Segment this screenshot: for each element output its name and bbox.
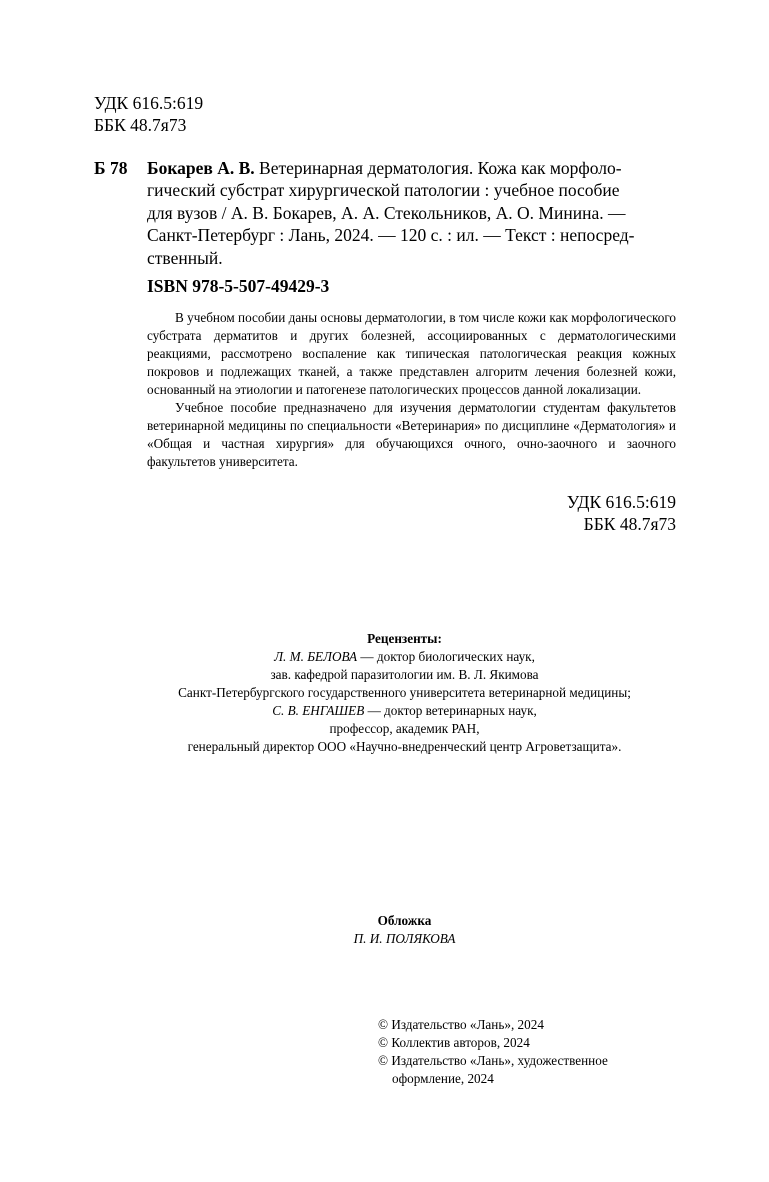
bbk-code: ББК 48.7я73 bbox=[94, 115, 187, 135]
annotation-paragraph: В учебном пособии даны основы дерматологии, в том числе кожи как морфологического субстрата дерматитов и других болезней, ассоциированных с дерматологическими реакциями, рассмотрено воспаление как типическая патологическая реакция кожных покровов и подлежащих тканей, а также представлен алгоритм лечения болезней кожи, основанный на этиологии и патогенезе патологических процессов данной локализации. bbox=[147, 310, 676, 397]
udk-top-block bbox=[94, 92, 203, 136]
copyright-line: © Издательство «Лань», 2024 bbox=[378, 1017, 544, 1032]
bibliographic-description bbox=[147, 157, 676, 269]
card-author: Бокарев А. В. bbox=[147, 158, 255, 178]
annotation-paragraph: Учебное пособие предназначено для изучения дерматологии студентам факультетов ветеринарной медицины по специальности «Ветеринария» по дисциплине «Дерматология» и «Общая и частная хирургия» для обучающихся очного, очно-заочного и заочного факультетов университета. bbox=[147, 400, 676, 469]
card-line: Бокарев А. В. Ветеринарная дерматология. Кожа как морфоло- bbox=[147, 158, 622, 178]
copyright-line: © Коллектив авторов, 2024 bbox=[378, 1035, 530, 1050]
card-line: ственный. bbox=[147, 247, 223, 268]
cover-header: Обложка bbox=[377, 913, 432, 928]
reviewers-header: Рецензенты: bbox=[367, 631, 442, 646]
udk-bottom-block bbox=[567, 491, 676, 535]
bibliographic-card bbox=[94, 157, 676, 269]
card-line: гический субстрат хирургической патологии : учебное пособие bbox=[147, 180, 620, 201]
annotation bbox=[147, 309, 676, 471]
udk-code: УДК 616.5:619 bbox=[566, 492, 676, 512]
reviewer-2-affiliation: генеральный директор ООО «Научно-внедренческий центр Агроветзащита». bbox=[187, 739, 622, 754]
reviewer-1: Л. М. БЕЛОВА — доктор биологических наук, bbox=[274, 649, 535, 664]
cover-credit bbox=[100, 912, 709, 948]
card-line: для вузов / А. В. Бокарев, А. А. Стекольников, А. О. Минина. — bbox=[147, 202, 626, 223]
cover-designer: П. И. ПОЛЯКОВА bbox=[353, 931, 456, 946]
udk-code: УДК 616.5:619 bbox=[94, 93, 204, 113]
copyright-line: оформление, 2024 bbox=[392, 1071, 494, 1086]
isbn: ISBN 978-5-507-49429-3 bbox=[147, 276, 330, 296]
reviewer-1-affiliation: Санкт-Петербургского государственного университета ветеринарной медицины; bbox=[178, 685, 631, 700]
reviewer-name: С. В. ЕНГАШЕВ bbox=[272, 703, 365, 718]
card-line: Санкт-Петербург : Лань, 2024. — 120 с. : ил. — Текст : непосред- bbox=[147, 225, 635, 246]
reviewers-block bbox=[100, 630, 709, 756]
reviewer-2: С. В. ЕНГАШЕВ — доктор ветеринарных наук, bbox=[272, 703, 537, 718]
author-sign: Б 78 bbox=[94, 158, 128, 178]
reviewer-name: Л. М. БЕЛОВА bbox=[274, 649, 358, 664]
reviewer-2-position: профессор, академик РАН, bbox=[329, 721, 480, 736]
bbk-code: ББК 48.7я73 bbox=[583, 514, 676, 534]
copyright-line: © Издательство «Лань», художественное bbox=[378, 1053, 608, 1068]
reviewer-1-position: зав. кафедрой паразитологии им. В. Л. Якимова bbox=[270, 667, 539, 682]
copyright-block bbox=[378, 1016, 608, 1088]
